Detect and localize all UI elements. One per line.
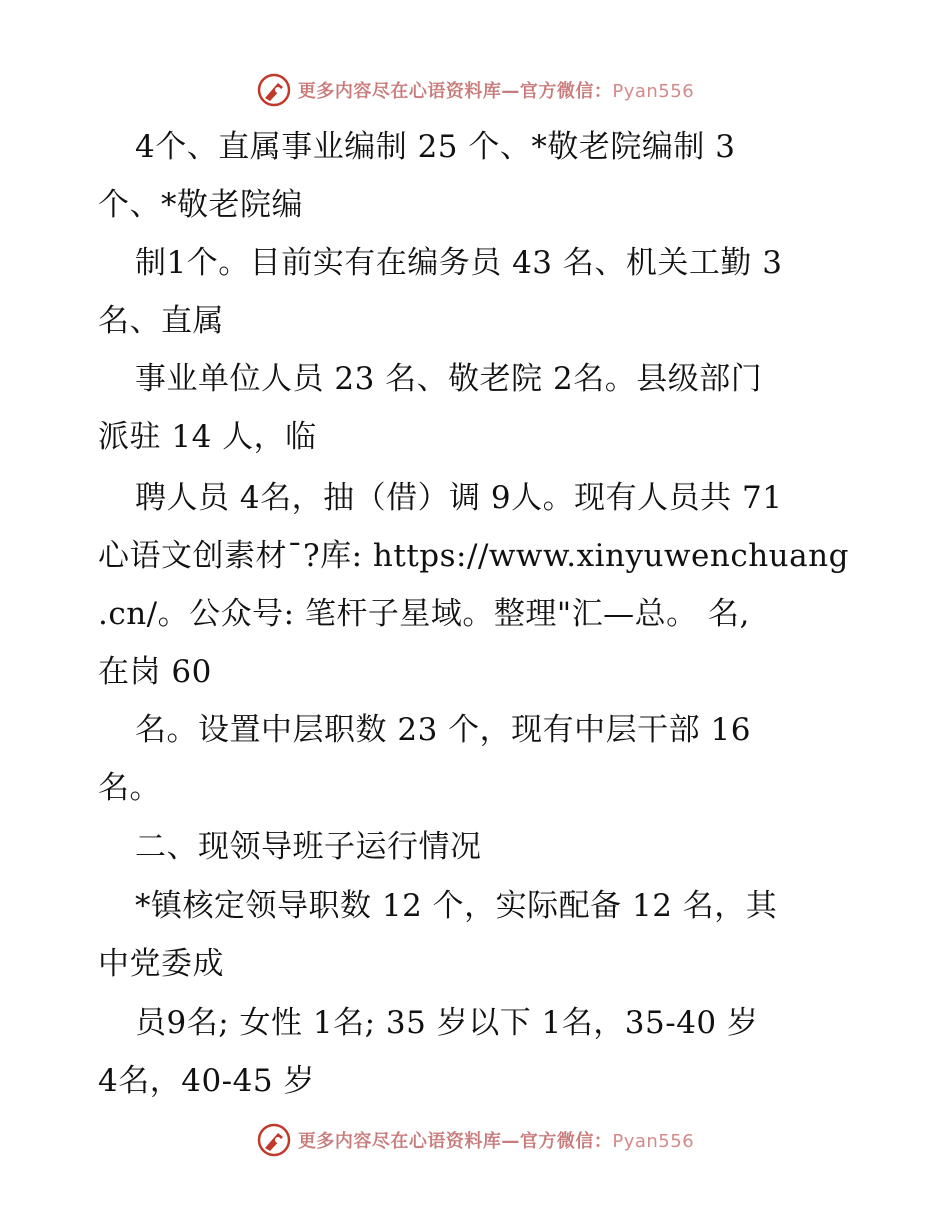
watermark-id: Pyan556 — [612, 1131, 695, 1152]
text-line: 名。设置中层职数 23 个，现有中层干部 16 — [135, 712, 751, 748]
text-line: 名。 — [98, 770, 161, 806]
pen-nib-logo-icon — [256, 1122, 292, 1158]
text-line: 中党委成 — [98, 946, 224, 982]
section-heading: 二、现领导班子运行情况 — [135, 829, 482, 865]
watermark-label: 官方微信： — [519, 1131, 613, 1152]
watermark-label: 官方微信： — [519, 81, 613, 102]
watermark-separator: — — [501, 81, 520, 102]
text-line: 聘人员 4名，抽（借）调 9人。现有人员共 71 — [135, 480, 783, 516]
text-line: 个、*敬老院编 — [98, 187, 303, 223]
watermark-main: 更多内容尽在心语资料库 — [297, 81, 502, 102]
text-line: 制1个。目前实有在编务员 43 名、机关工勤 3 — [135, 245, 783, 281]
text-line: 4名，40-45 岁 — [98, 1063, 315, 1099]
text-line: 在岗 60 — [98, 654, 212, 690]
text-line: *镇核定领导职数 12 个，实际配备 12 名，其 — [135, 888, 778, 924]
text-line: 员9名; 女性 1名; 35 岁以下 1名，35-40 岁 — [135, 1005, 759, 1041]
watermark-separator: — — [501, 1131, 520, 1152]
text-line: 名、直属 — [98, 303, 224, 339]
footer-watermark — [0, 1120, 950, 1160]
watermark-main: 更多内容尽在心语资料库 — [297, 1131, 502, 1152]
text-line: 4个、直属事业编制 25 个、*敬老院编制 3 — [135, 129, 736, 165]
text-line: .cn/。公众号: 笔杆子星域。整理"汇—总。 名, — [98, 596, 750, 632]
watermark-text — [298, 1127, 694, 1153]
watermark-id: Pyan556 — [612, 81, 695, 102]
text-line: 派驻 14 人，临 — [98, 419, 317, 455]
text-line: 事业单位人员 23 名、敬老院 2名。县级部门 — [135, 361, 763, 397]
text-line: 心语文创素材¯?库: https://www.xinyuwenchuang — [98, 538, 849, 574]
